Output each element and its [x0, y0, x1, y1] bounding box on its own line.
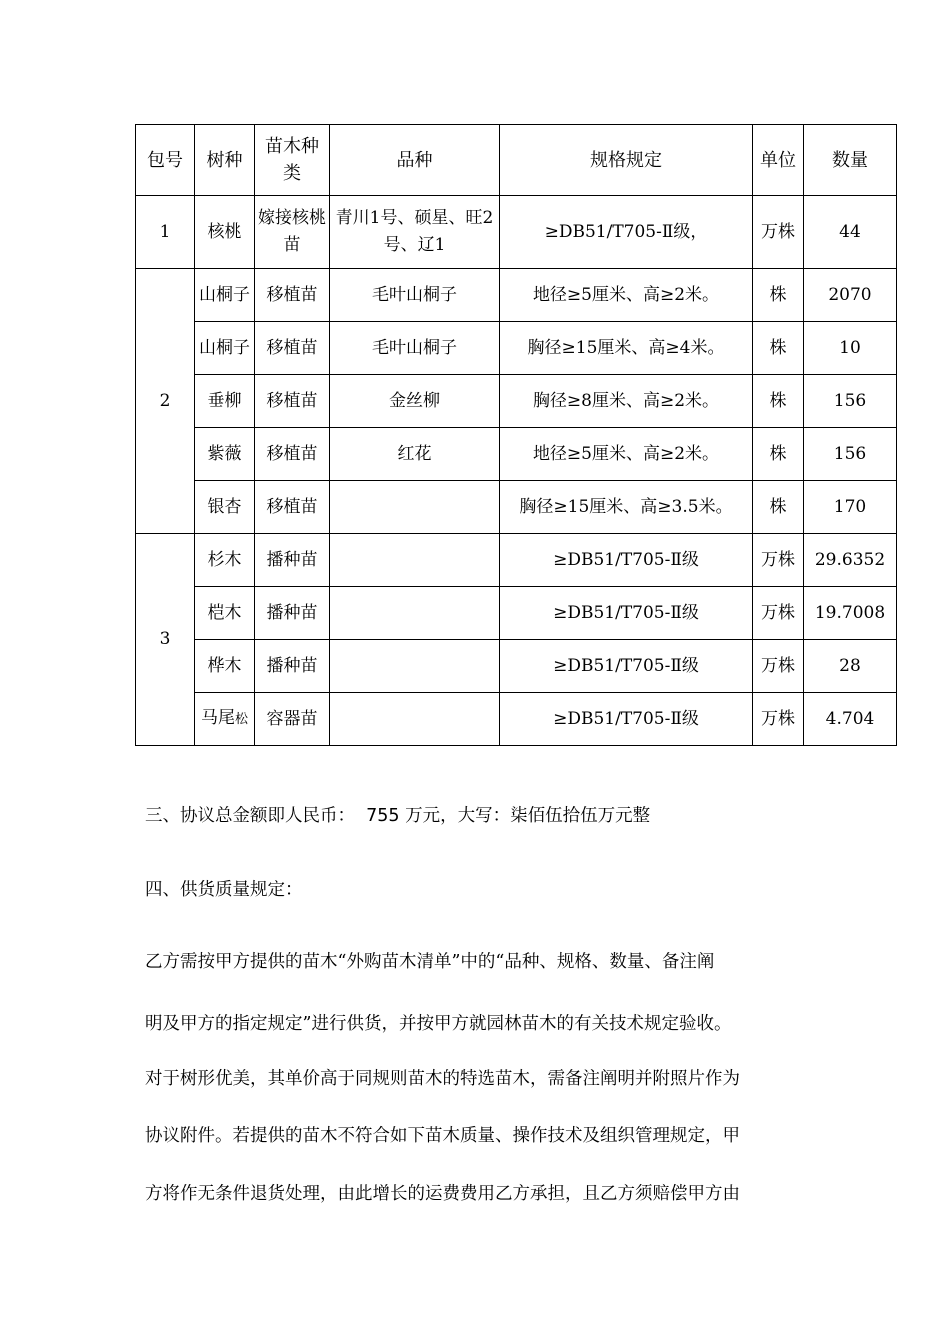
qty-cell: 170 — [804, 481, 897, 534]
unit-cell: 万株 — [753, 534, 804, 587]
species-cell: 桦木 — [195, 640, 255, 693]
header-package: 包号 — [136, 125, 195, 196]
species-text: 马尾 — [200, 708, 235, 728]
unit-cell: 株 — [753, 481, 804, 534]
package-number: 2 — [136, 269, 195, 534]
spec-cell: 地径≥5厘米、高≥2米。 — [500, 428, 753, 481]
table-row — [136, 322, 897, 375]
body-line: 对于树形优美，其单价高于同规则苗木的特选苗木，需备注阐明并附照片作为 — [145, 1069, 740, 1089]
table-row — [136, 534, 897, 587]
qty-cell: 156 — [804, 428, 897, 481]
spec-cell: ≥DB51/T705-Ⅱ级 — [500, 587, 753, 640]
table-header-row — [136, 125, 897, 196]
header-unit: 单位 — [753, 125, 804, 196]
qty-cell: 4.704 — [804, 693, 897, 746]
qty-cell: 2070 — [804, 269, 897, 322]
header-qty: 数量 — [804, 125, 897, 196]
qty-cell: 10 — [804, 322, 897, 375]
variety-cell — [330, 640, 500, 693]
spec-cell: ≥DB51/T705-Ⅱ级 — [500, 534, 753, 587]
variety-cell: 红花 — [330, 428, 500, 481]
type-cell: 移植苗 — [255, 322, 330, 375]
qty-cell: 156 — [804, 375, 897, 428]
spec-cell: 胸径≥8厘米、高≥2米。 — [500, 375, 753, 428]
type-cell: 移植苗 — [255, 375, 330, 428]
variety-cell — [330, 587, 500, 640]
variety-cell — [330, 534, 500, 587]
header-species: 树种 — [195, 125, 255, 196]
variety-cell: 毛叶山桐子 — [330, 322, 500, 375]
qty-cell: 44 — [804, 196, 897, 269]
body-line: 乙方需按甲方提供的苗木“外购苗木清单”中的“品种、规格、数量、备注阐 — [145, 952, 715, 972]
variety-cell: 青川1号、硕星、旺2号、辽1 — [330, 196, 500, 269]
total-amount-value: 755 — [366, 806, 400, 826]
total-amount-label: 三、协议总金额即人民币： — [145, 806, 355, 826]
spec-cell: ≥DB51/T705-Ⅱ级 — [500, 693, 753, 746]
unit-cell: 万株 — [753, 693, 804, 746]
seedling-table — [135, 124, 897, 746]
species-cell: 杉木 — [195, 534, 255, 587]
unit-cell: 株 — [753, 375, 804, 428]
species-cell: 银杏 — [195, 481, 255, 534]
species-cell: 山桐子 — [195, 322, 255, 375]
species-cell: 山桐子 — [195, 269, 255, 322]
body-line: 协议附件。若提供的苗木不符合如下苗木质量、操作技术及组织管理规定，甲 — [145, 1126, 740, 1146]
species-cell: 紫薇 — [195, 428, 255, 481]
type-cell: 容器苗 — [255, 693, 330, 746]
package-number: 3 — [136, 534, 195, 746]
table-row — [136, 481, 897, 534]
header-spec: 规格规定 — [500, 125, 753, 196]
header-type: 苗木种类 — [255, 125, 330, 196]
type-cell: 播种苗 — [255, 534, 330, 587]
type-cell: 播种苗 — [255, 640, 330, 693]
package-number: 1 — [136, 196, 195, 269]
table-row — [136, 196, 897, 269]
qty-cell: 29.6352 — [804, 534, 897, 587]
quality-heading: 四、供货质量规定： — [145, 880, 303, 900]
variety-cell — [330, 693, 500, 746]
variety-cell: 毛叶山桐子 — [330, 269, 500, 322]
unit-cell: 株 — [753, 269, 804, 322]
variety-cell: 金丝柳 — [330, 375, 500, 428]
body-line: 明及甲方的指定规定”进行供货，并按甲方就园林苗木的有关技术规定验收。 — [145, 1014, 732, 1034]
spec-cell: ≥DB51/T705-Ⅱ级， — [500, 196, 753, 269]
header-variety: 品种 — [330, 125, 500, 196]
type-cell: 播种苗 — [255, 587, 330, 640]
table-row — [136, 693, 897, 746]
unit-cell: 万株 — [753, 587, 804, 640]
body-line: 方将作无条件退货处理，由此增长的运费费用乙方承担，且乙方须赔偿甲方由 — [145, 1184, 740, 1204]
qty-cell: 28 — [804, 640, 897, 693]
total-amount-words: 万元，大写：柒佰伍拾伍万元整 — [405, 806, 651, 826]
table-row — [136, 375, 897, 428]
table-row — [136, 269, 897, 322]
species-cell: 垂柳 — [195, 375, 255, 428]
table-row — [136, 428, 897, 481]
unit-cell: 万株 — [753, 640, 804, 693]
variety-cell — [330, 481, 500, 534]
unit-cell: 株 — [753, 428, 804, 481]
spec-cell: 地径≥5厘米、高≥2米。 — [500, 269, 753, 322]
spec-cell: 胸径≥15厘米、高≥4米。 — [500, 322, 753, 375]
qty-cell: 19.7008 — [804, 587, 897, 640]
total-amount-line — [145, 804, 650, 828]
type-cell: 嫁接核桃苗 — [255, 196, 330, 269]
table-row — [136, 587, 897, 640]
type-cell: 移植苗 — [255, 428, 330, 481]
species-text-small: 松 — [234, 712, 248, 727]
species-cell: 核桃 — [195, 196, 255, 269]
type-cell: 移植苗 — [255, 269, 330, 322]
spec-cell: 胸径≥15厘米、高≥3.5米。 — [500, 481, 753, 534]
species-cell: 桤木 — [195, 587, 255, 640]
type-cell: 移植苗 — [255, 481, 330, 534]
species-cell — [195, 693, 255, 746]
unit-cell: 万株 — [753, 196, 804, 269]
spec-cell: ≥DB51/T705-Ⅱ级 — [500, 640, 753, 693]
unit-cell: 株 — [753, 322, 804, 375]
table-row — [136, 640, 897, 693]
